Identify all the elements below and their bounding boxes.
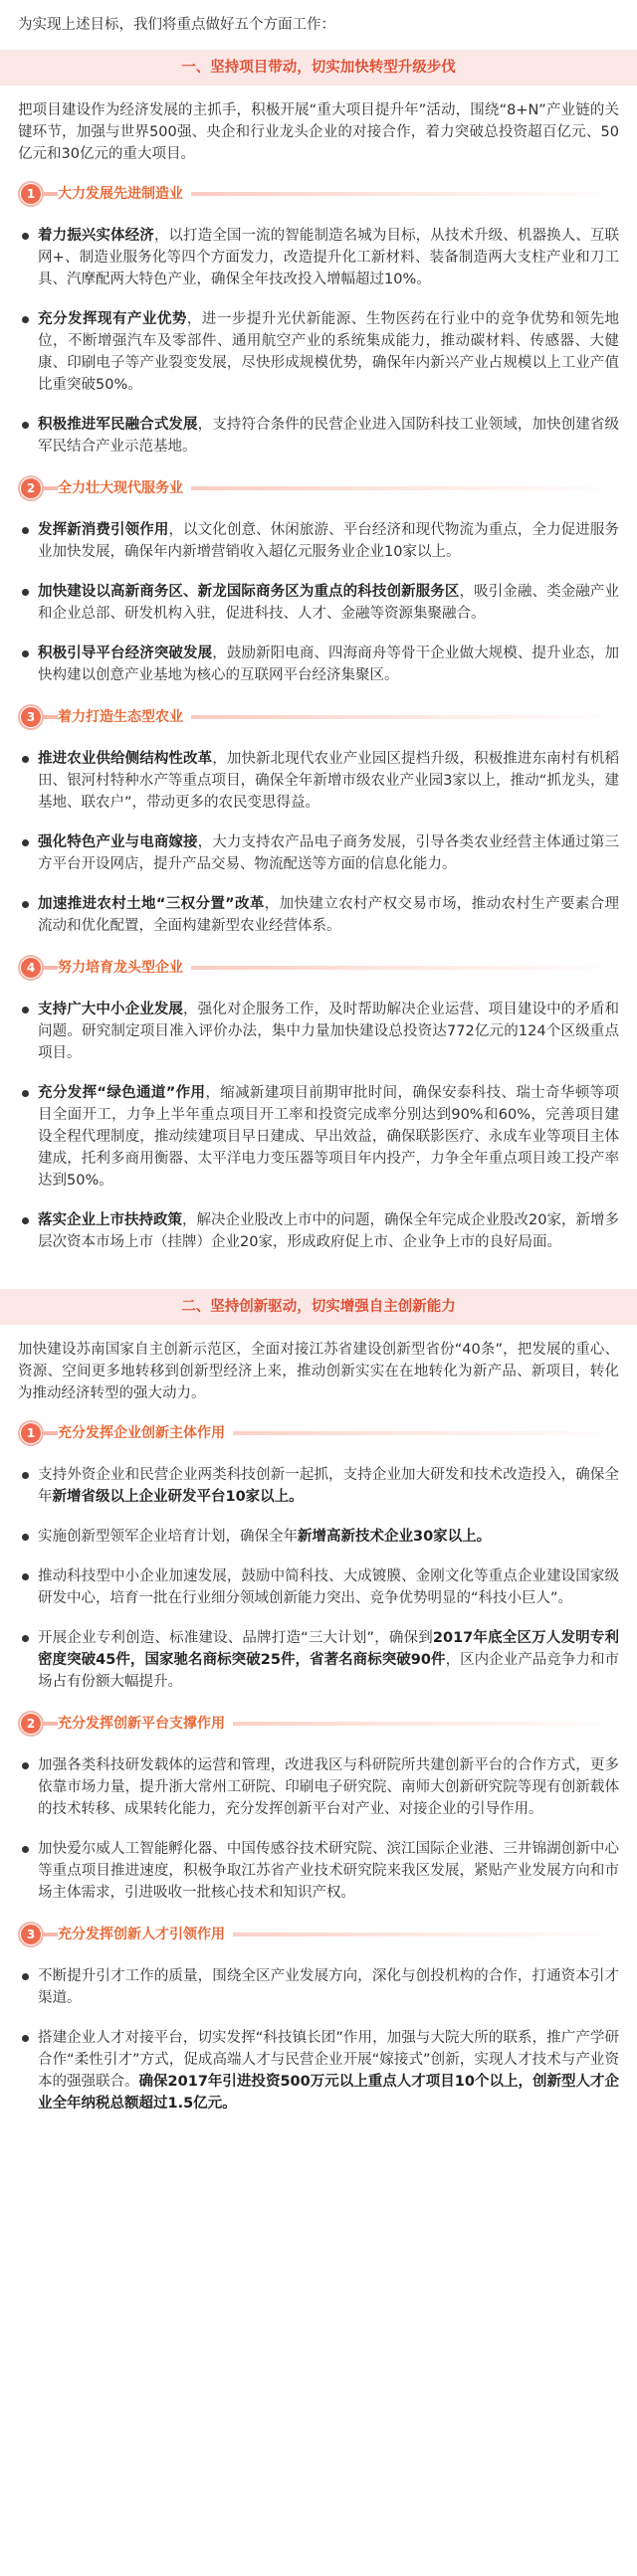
subsection-heading [18,704,619,734]
number-badge: 1 [21,184,41,204]
bullet-dot-icon [22,1534,29,1541]
bullet-item [18,1838,619,1904]
item-text: ，以文化创意、休闲旅游、平台经济和现代物流为重点，全力促进服务业加快发展，确保年内新增营销收入超亿元服务业企业10家以上。 [38,522,620,560]
bullet-dot-icon [22,316,29,323]
bullet-dot-icon [22,1635,29,1642]
item-text: ，强化对企服务工作，及时帮助解决企业运营、项目建设中的矛盾和问题。研究制定项目准入评价办法，集中力量加快建设总投资达772亿元的124个区级重点项目。 [38,1002,620,1061]
bullet-item [18,1209,619,1253]
item-text: ，大力支持农产品电子商务发展，引导各类农业经营主体通过第三方平台开设网店，提升产品交易、物流配送等方面的信息化能力。 [38,834,620,872]
bold-lead: 支持广大中小企业发展 [38,1002,184,1017]
number-badge: 4 [21,958,41,978]
subsection-heading [18,1420,619,1450]
bullet-dot-icon [22,589,29,596]
bullet-item [18,1627,619,1693]
item-text: 加强各类科技研发载体的运营和管理，改进我区与科研院所共建创新平台的合作方式，更多依靠市场力量，提升浙大常州工研院、印刷电子研究院、南师大创新研究院等现有创新载体的技术转移、成果转化能力，充分发挥创新平台对产业、对接企业的引导作用。 [38,1757,619,1817]
number-badge: 1 [21,1423,41,1443]
bullet-dot-icon [22,233,29,240]
bullet-dot-icon [22,1762,29,1769]
item-text: ，支持符合条件的民营企业进入国防科技工业领域，加快创建省级军民结合产业示范基地。 [38,417,620,455]
bold-lead: 强化特色产业与电商嫁接 [38,834,198,850]
item-text: ，加快建立农村产权交易市场，推动农村生产要素合理流动和优化配置，全面构建新型农业经营体系。 [38,896,619,934]
bold-lead: 加快建设以高新商务区、新龙国际商务区为重点的科技创新服务区 [38,584,460,600]
bullet-dot-icon [22,1973,29,1980]
item-text: ，加快新北现代农业产业园区提档升级，积极推进东南村有机稻田、银河村特种水产等重点项目，确保全年新增市级农业产业园3家以上，推动“抓龙头，建基地、联农户”，带动更多的农民变思得益。 [38,751,620,811]
item-text: 实施创新型领军企业培育计划，确保全年 [38,1529,298,1545]
bullet-item [18,831,619,875]
bullet-item [18,225,619,290]
subsection-title: 充分发挥创新人才引领作用 [58,1926,233,1943]
subsection-heading [18,475,619,505]
subsection-title: 充分发挥企业创新主体作用 [58,1424,233,1442]
bullet-dot-icon [22,839,29,846]
bold-lead: 加速推进农村土地“三权分置”改革 [38,896,265,912]
bold-lead: 积极推进军民融合式发展 [38,417,198,433]
bold-highlight: 新增高新技术企业30家以上。 [298,1529,492,1545]
bullet-item [18,414,619,458]
bullet-dot-icon [22,650,29,657]
subsection-heading [18,955,619,985]
bullet-item [18,999,619,1064]
bullet-item [18,581,619,625]
number-badge: 3 [21,1925,41,1944]
bullet-item [18,1565,619,1609]
section-paragraph: 加快建设苏南国家自主创新示范区，全面对接江苏省建设创新型省份“40条”，把发展的重心、资源、空间更多地转移到创新型经济上来，推动创新实实在在地转化为新产品、新项目，转化为推动经济转型的强大动力。 [18,1342,619,1401]
subsection-heading [18,181,619,211]
bullet-dot-icon [22,1090,29,1097]
number-badge: 2 [21,1714,41,1734]
item-text: 加快爱尔威人工智能孵化器、中国传感谷技术研究院、滨江国际企业港、三井锦湖创新中心等重点项目推进速度，积极争取江苏省产业技术研究院来我区发展，紧贴产业发展方向和市场主体需求，引进吸收一批核心技术和知识产权。 [38,1841,619,1901]
bullet-dot-icon [22,756,29,763]
bullet-dot-icon [22,422,29,429]
subsection-title: 大力发展先进制造业 [58,185,191,203]
subsection-title: 全力壮大现代服务业 [58,479,191,497]
bold-lead: 着力振兴实体经济 [38,228,154,244]
item-text: ，吸引金融、类金融产业和企业总部、研发机构入驻，促进科技、人才、金融等资源集聚融合。 [38,584,620,622]
item-text: 不断提升引才工作的质量，围绕全区产业发展方向，深化与创投机构的合作，打通资本引才渠道。 [38,1968,619,2006]
bullet-item [18,1082,619,1192]
bold-lead: 积极引导平台经济突破发展 [38,645,213,661]
bold-highlight: 新增省级以上企业研发平台10家以上。 [52,1489,304,1505]
subsection-title: 努力培育龙头型企业 [58,959,191,977]
bold-lead: 充分发挥现有产业优势 [38,311,187,327]
item-text: ，鼓励新阳电商、四海商舟等骨干企业做大规模、提升业态，加快构建以创意产业基地为核心的互联网平台经济集聚区。 [38,645,620,683]
section-spacer [18,2132,619,2140]
subsection-title: 充分发挥创新平台支撑作用 [58,1715,233,1733]
bold-lead: 推进农业供给侧结构性改革 [38,751,213,767]
section-heading: 二、坚持创新驱动，切实增强自主创新能力 [0,1289,637,1325]
number-badge: 3 [21,707,41,727]
bullet-dot-icon [22,1472,29,1479]
bold-lead: 落实企业上市扶持政策 [38,1212,183,1228]
bullet-item [18,519,619,563]
item-text: 开展企业专利创造、标准建设、品牌打造“三大计划”，确保到 [38,1630,433,1646]
subsection-heading [18,1711,619,1741]
bullet-dot-icon [22,2035,29,2042]
bullet-item [18,1965,619,2009]
item-text: 搭建企业人才对接平台，切实发挥“科技镇长团”作用，加强与大院大所的联系，推广产学研合作“柔性引才”方式，促成高端人才与民营企业开展“嫁接式”创新，实现人才技术与产业资本的强强联合。 [38,2030,619,2090]
bold-highlight: 2017年底全区万人发明专利密度突破45件，国家驰名商标突破25件，省著名商标突破90件 [38,1630,620,1668]
subsection-heading [18,1922,619,1951]
bullet-item [18,1526,619,1548]
bold-highlight: 确保2017年引进投资500万元以上重点人才项目10个以上，创新型人才企业全年纳税总额超过1.5亿元。 [38,2074,619,2112]
item-text: ，缩减新建项目前期审批时间，确保安泰科技、瑞士奇华顿等项目全面开工，力争上半年重点项目开工率和投资完成率分别达到90%和60%，完善项目建设全程代理制度，推动续建项目早日建成、早出效益，确保联影医疗、永成车业等项目主体建成，托利多商用衡器、太平洋电力变压器等项目年内投产，力争全年重点项目竣工投产率达到50%。 [38,1085,620,1189]
intro-text: 为实现上述目标，我们将重点做好五个方面工作： [18,17,335,33]
bullet-item [18,1754,619,1820]
bullet-item [18,1464,619,1508]
section-spacer [18,1271,619,1279]
bullet-dot-icon [22,1007,29,1013]
bullet-dot-icon [22,527,29,534]
bold-lead: 发挥新消费引领作用 [38,522,169,538]
section-paragraph: 把项目建设作为经济发展的主抓手，积极开展“重大项目提升年”活动，围绕“8+N”产业链的关键环节，加强与世界500强、央企和行业龙头企业的对接合作，着力突破总投资超百亿元、50亿元和30亿元的重大项目。 [18,102,619,162]
bullet-dot-icon [22,1846,29,1853]
number-badge: 2 [21,478,41,498]
bullet-dot-icon [22,901,29,908]
bullet-dot-icon [22,1573,29,1580]
item-text: ，进一步提升光伏新能源、生物医药在行业中的竞争优势和领先地位，不断增强汽车及零部件、通用航空产业的系统集成能力，推动碳材料、传感器、大健康、印刷电子等产业裂变发展，尽快形成规模优势，确保年内新兴产业占规模以上工业产值比重突破50%。 [38,311,620,393]
subsection-title: 着力打造生态型农业 [58,708,191,726]
item-text: ，解决企业股改上市中的问题，确保全年完成企业股改20家，新增多层次资本市场上市（挂牌）企业20家，形成政府促上市、企业争上市的良好局面。 [38,1212,619,1250]
item-text: 推动科技型中小企业加速发展，鼓励中简科技、大成镀膜、金刚文化等重点企业建设国家级研发中心，培育一批在行业细分领域创新能力突出、竞争优势明显的“科技小巨人”。 [38,1568,619,1606]
item-text-tail: ，区内企业产品竞争力和市场占有份额大幅提升。 [38,1652,619,1690]
bullet-item [18,748,619,814]
bullet-dot-icon [22,1217,29,1224]
item-text: ，以打造全国一流的智能制造名城为目标，从技术升级、机器换人、互联网+、制造业服务化等四个方面发力，改造提升化工新材料、装备制造两大支柱产业和刀工具、汽摩配两大特色产业，确保全年技改投入增幅超过10%。 [38,228,620,287]
item-text: 支持外资企业和民营企业两类科技创新一起抓，支持企业加大研发和技术改造投入，确保全年 [38,1467,619,1505]
section-heading: 一、坚持项目带动，切实加快转型升级步伐 [0,50,637,86]
bullet-item [18,893,619,937]
bold-lead: 充分发挥“绿色通道”作用 [38,1085,206,1101]
bullet-item [18,643,619,686]
bullet-item [18,2027,619,2115]
bullet-item [18,308,619,396]
